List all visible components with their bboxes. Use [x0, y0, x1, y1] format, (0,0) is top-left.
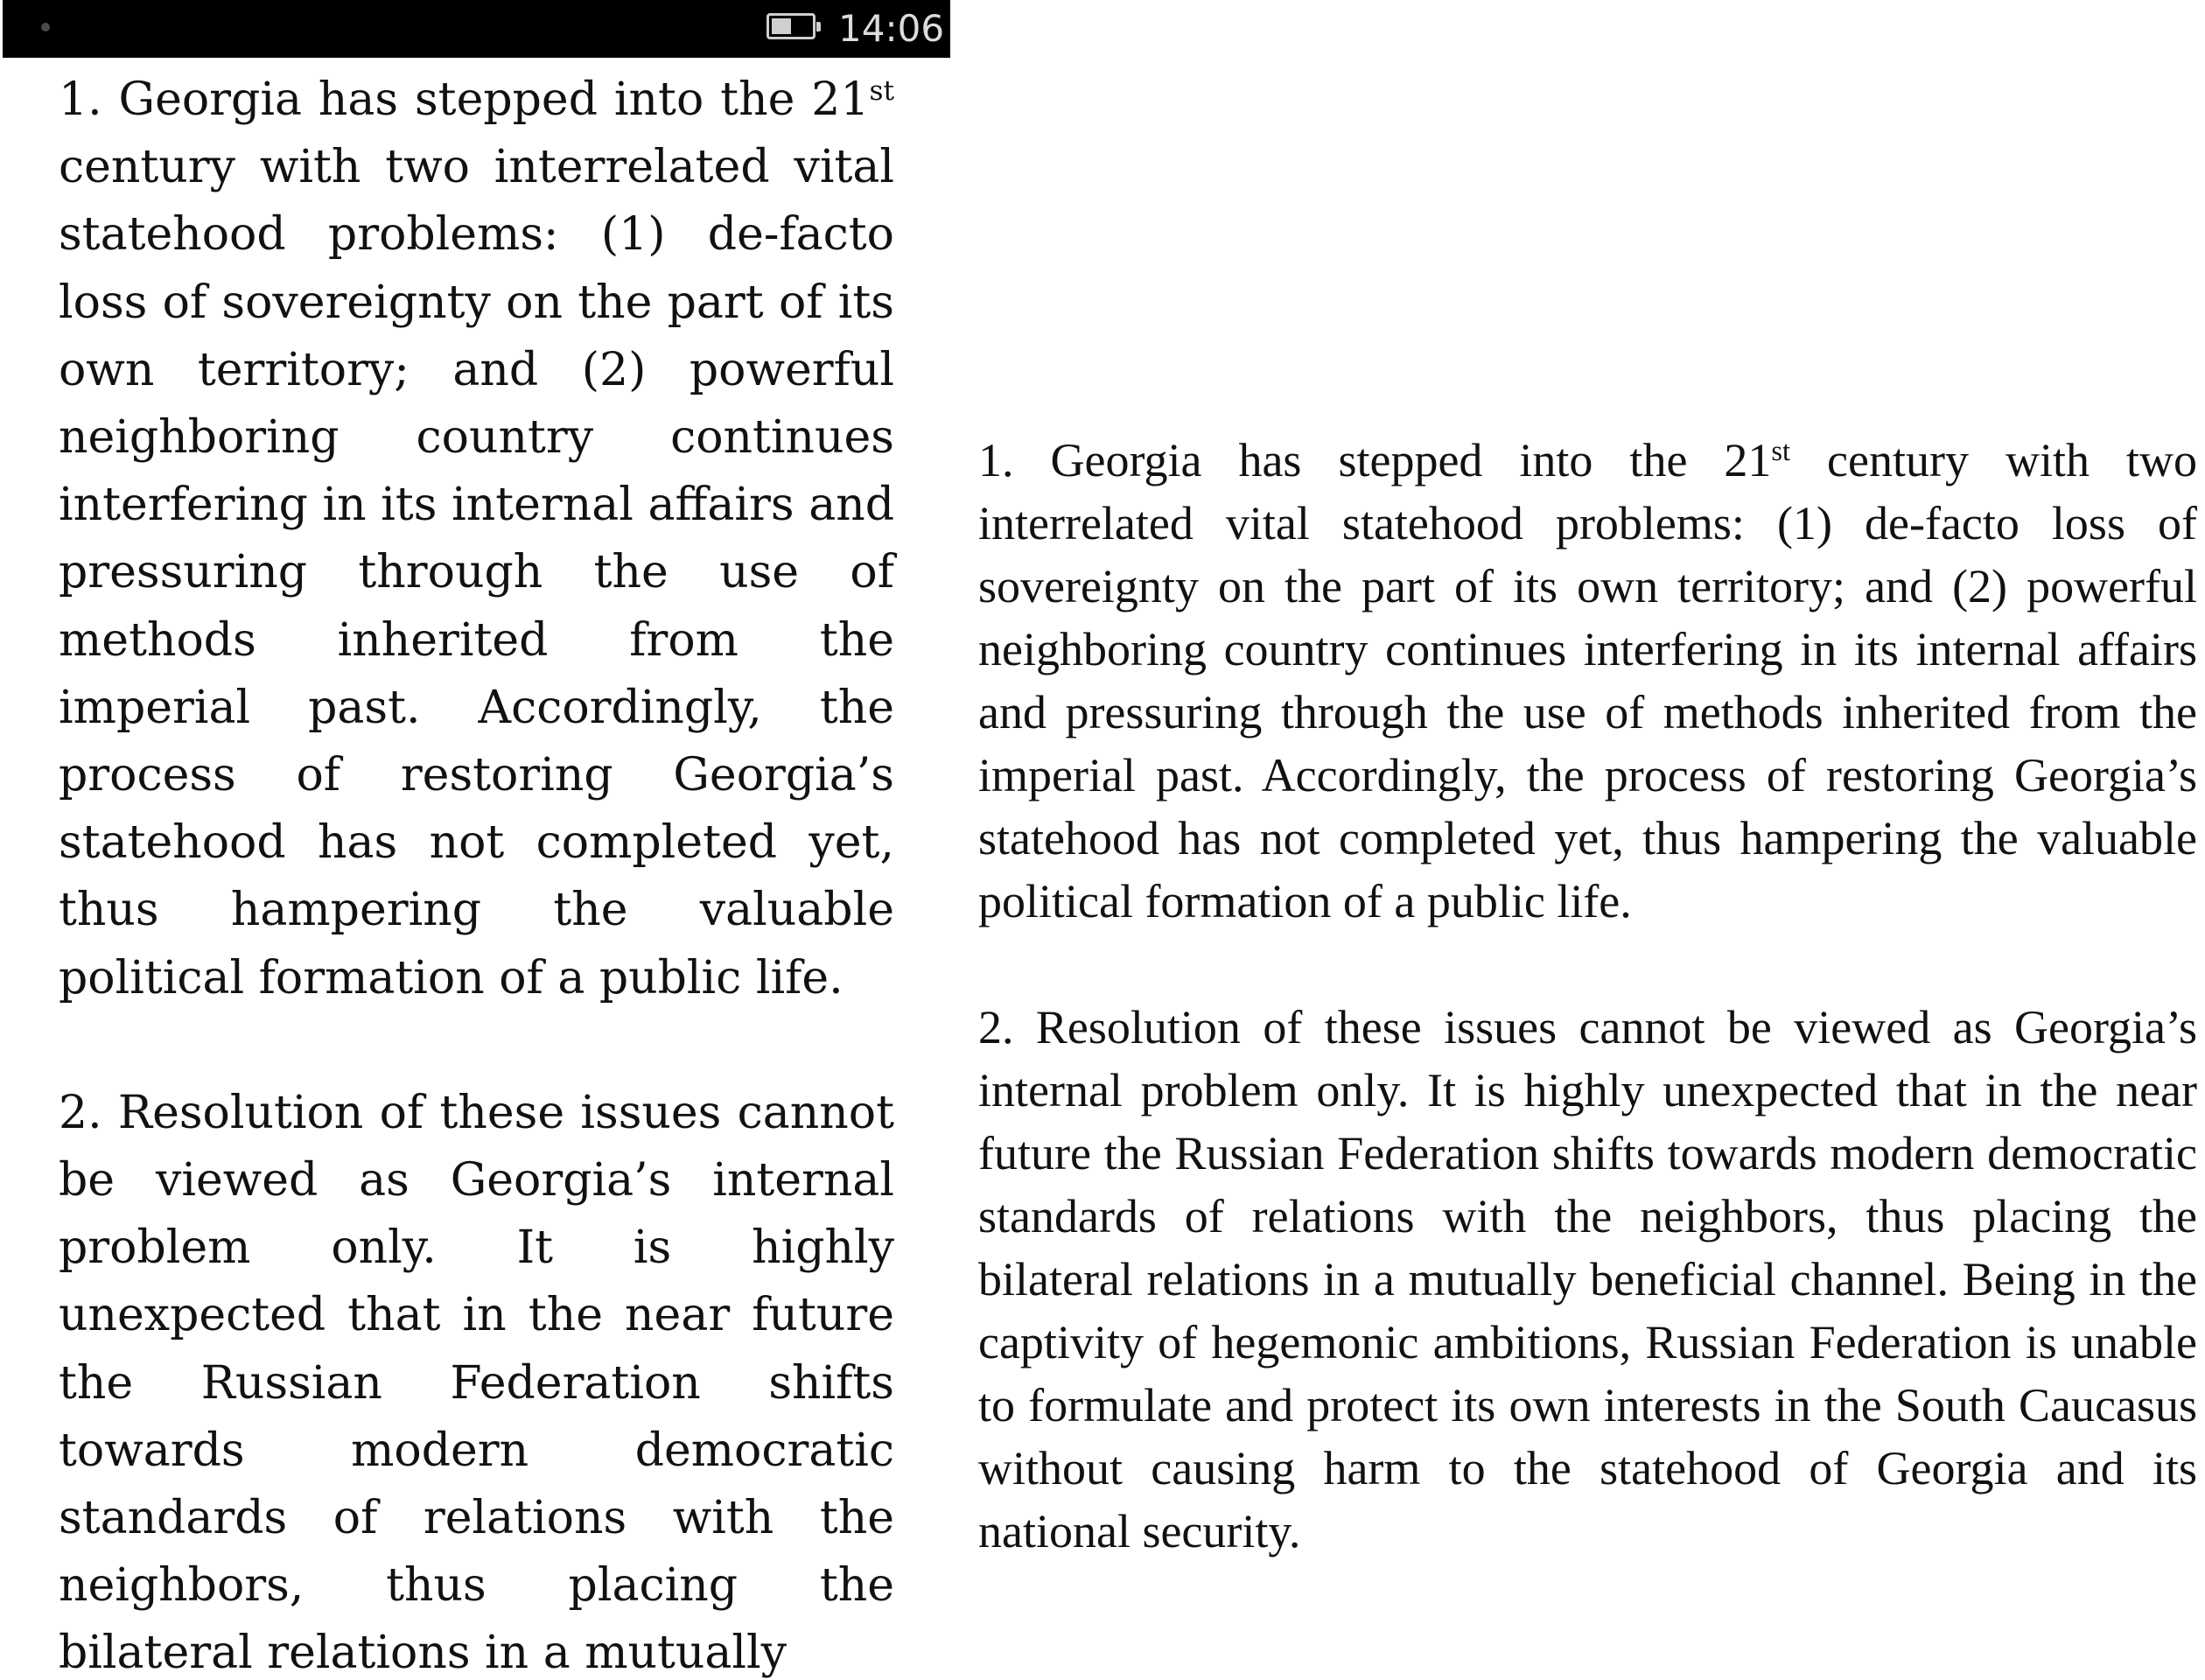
document-text [978, 429, 2197, 1626]
paragraph-2: 2. Resolution of these issues cannot be viewed as Georgia’s internal problem only. It is highly unexpected that in the near future the Russian Federation shifts towards modern democratic standards of relations with the neighbors, thus placing the bilateral relations in a mutually beneficial channel. Being in the captivity of hegemonic ambitions, Russian Federation is unable to formulate and protect its own interests in the South Caucasus without causing harm to the statehood of Georgia and its national security. [978, 1001, 2197, 1558]
pdf-page [978, 0, 2205, 1680]
status-bar [3, 0, 950, 58]
paragraph-1: 1. Georgia has stepped into the 21st century with two interrelated vital statehood problems: (1) de-facto loss of sovereignty on the part of its own territory; and (2) powerful neighboring country continues interfering in its internal affairs and pressuring through the use of methods inherited from the imperial past. Accordingly, the process of restoring Georgia’s statehood has not completed yet, thus hampering the valuable political formation of a public life. [59, 74, 894, 1004]
status-time: 14:06 [838, 7, 945, 50]
notification-dot-icon [41, 23, 50, 32]
phone-screen [3, 0, 950, 1680]
battery-icon [766, 13, 816, 39]
reader-text[interactable] [59, 66, 894, 1680]
paragraph-2: 2. Resolution of these issues cannot be viewed as Georgia’s internal problem only. It is highly unexpected that in the near future the Russian Federation shifts towards modern democratic standards of relations with the neighbors, thus placing the bilateral relations in a mutually [59, 1086, 894, 1680]
paragraph-1: 1. Georgia has stepped into the 21st century with two interrelated vital statehood problems: (1) de-facto loss of sovereignty on the part of its own territory; and (2) powerful neighboring country continues interfering in its internal affairs and pressuring through the use of methods inherited from the imperial past. Accordingly, the process of restoring Georgia’s statehood has not completed yet, thus hampering the valuable political formation of a public life. [978, 434, 2197, 928]
